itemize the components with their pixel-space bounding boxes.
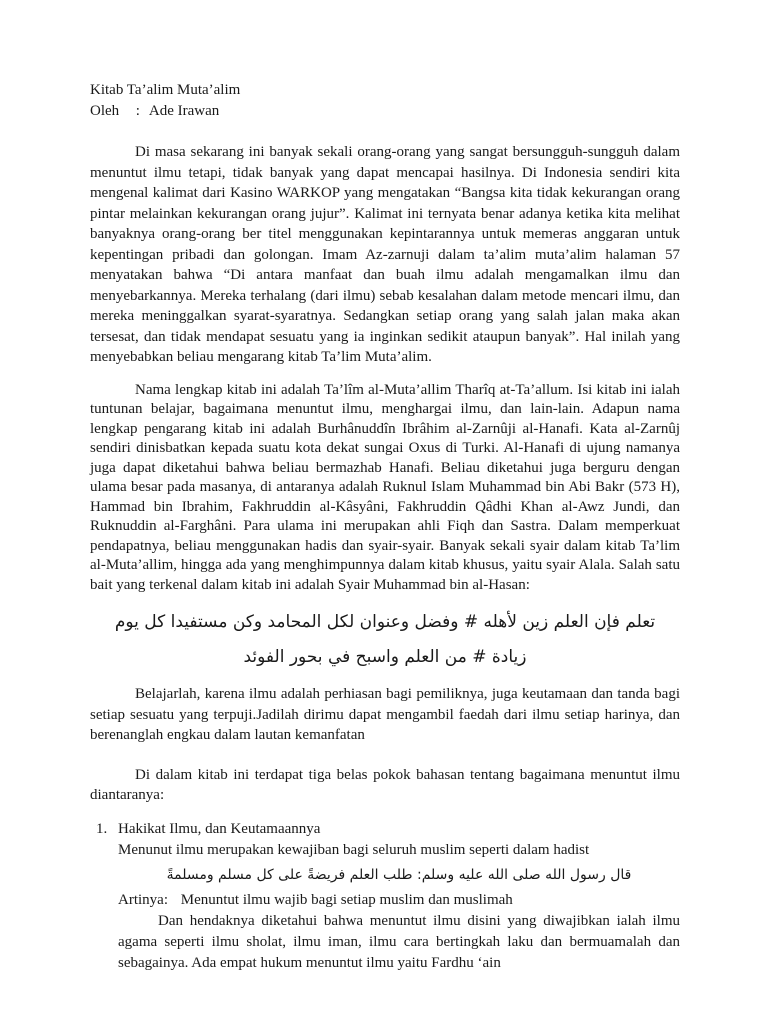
document-byline — [90, 101, 680, 122]
hadith-arabic-line: قال رسول الله صلى الله عليه وسلم: طلب العلم فريضةً على كل مسلم ومسلمةً — [166, 866, 632, 883]
arabic-verse-line-1: تعلم فإن العلم زين لأهله # وفضل وعنوان لكل المحامد وكن مستفيدا كل يوم — [114, 612, 656, 632]
arabic-verse-line-2: زيادة # من العلم واسبح في بحور الفوئد — [243, 647, 527, 667]
byline-separator: : — [135, 103, 140, 119]
document-header — [90, 80, 680, 122]
list-item-1-content — [118, 840, 680, 974]
list-item-1-number: 1. — [96, 820, 108, 837]
hadith-meaning-line — [118, 890, 680, 911]
meaning-text: Menuntut ilmu wajib bagi setiap muslim dan muslimah — [180, 891, 513, 908]
list-item-1-body: Dan hendaknya diketahui bahwa menuntut ilmu disini yang diwajibkan ialah ilmu agama seperti ilmu sholat, ilmu iman, ilmu cara bertingkah laku dan bermuamalah dan sebagainya. Ada empat hukum menuntut ilmu yaitu Fardhu ‘ain — [118, 912, 680, 971]
paragraph-intro: Di masa sekarang ini banyak sekali orang-orang yang sangat bersungguh-sungguh dalam menuntut ilmu tetapi, tidak banyak yang dapat mencapai hasilnya. Di Indonesia sendiri kita mengenal kalimat dari Kasino WARKOP yang mengatakan “Bangsa kita tidak kekurangan orang pintar melainkan kekurangan orang jujur”. Kalimat ini ternyata benar adanya ketika kita melihat banyaknya orang-orang ber titel menggunakan kepintarannya untuk memeras anggaran untuk kepentingan pribadi dan golongan. Imam Az-zarnuji dalam ta’alim muta’alim halaman 57 menyatakan bahwa “Di antara manfaat dan buah ilmu adalah mengamalkan ilmu dan menyebarkannya. Mereka terhalang (dari ilmu) sebab kesalahan dalam metode mencari ilmu, dan mereka meninggalkan syarat-syaratnya. Sedangkan setiap orang yang salah jalan maka akan tersesat, dan tidak mendapat sesuatu yang ia inginkan sedikit ataupun banyak”. Hal inilah yang menyebabkan beliau mengarang kitab Ta’lim Muta’alim. — [90, 144, 680, 365]
list-item-1-heading-row — [96, 819, 680, 840]
list-item-1 — [90, 819, 680, 974]
list-item-1-heading: Hakikat Ilmu, dan Keutamaannya — [118, 820, 321, 837]
meaning-label: Artinya: — [118, 891, 168, 908]
paragraph-verse-translation: Belajarlah, karena ilmu adalah perhiasan bagi pemiliknya, juga keutamaan dan tanda bagi setiap sesuatu yang terpuji.Jadilah dirimu dapat mengambil faedah dari ilmu setiap harinya, dan berenanglah engkau dalam lautan kemanfatan — [90, 686, 680, 743]
byline-author: Ade Irawan — [148, 103, 220, 119]
document-title: Kitab Ta’alim Muta’alim — [90, 82, 241, 98]
list-item-1-statement: Menunut ilmu merupakan kewajiban bagi seluruh muslim seperti dalam hadist — [118, 841, 590, 858]
arabic-verse — [90, 605, 680, 675]
paragraph-book-name: Nama lengkap kitab ini adalah Ta’lîm al-Muta’allim Tharîq at-Ta’allum. Isi kitab ini ialah tuntunan belajar, bagaimana menuntut ilmu, menghargai ilmu, dan lain-lain. Adapun nama lengkap pengarang kitab ini adalah Burhânuddîn Ibrâhim al-Zarnûji al-Hanafi. Kata al-Zarnûj sendiri dinisbatkan kepada suatu kota dekat sungai Oxus di Turki. Al-Hanafi di ujung namanya juga dapat diketahui bahwa beliau bermazhab Hanafi. Beliau diketahui juga berguru dengan ulama besar pada masanya, di antaranya adalah Ruknul Islam Muhammad bin Abi Bakr (573 H), Hammad bin Ibrahim, Fakhruddin al-Kâsyâni, Fakhruddin Qâdhi Khan al-Awz Jundi, dan Ruknuddin al-Farghâni. Para ulama ini merupakan ahli Fiqh dan Sastra. Dalam memperkuat pendapatnya, beliau menggunakan hadis dan syair-syair. Banyak sekali syair dalam kitab Ta’lim al-Muta’allim, hingga ada yang menghimpunnya dalam kitab khusus, yaitu syair Alala. Salah satu bait yang terkenal dalam kitab ini adalah Syair Muhammad bin al-Hasan: — [90, 381, 680, 593]
byline-label: Oleh — [90, 103, 120, 119]
paragraph-list-intro: Di dalam kitab ini terdapat tiga belas pokok bahasan tentang bagaimana menuntut ilmu diantaranya: — [90, 766, 680, 803]
